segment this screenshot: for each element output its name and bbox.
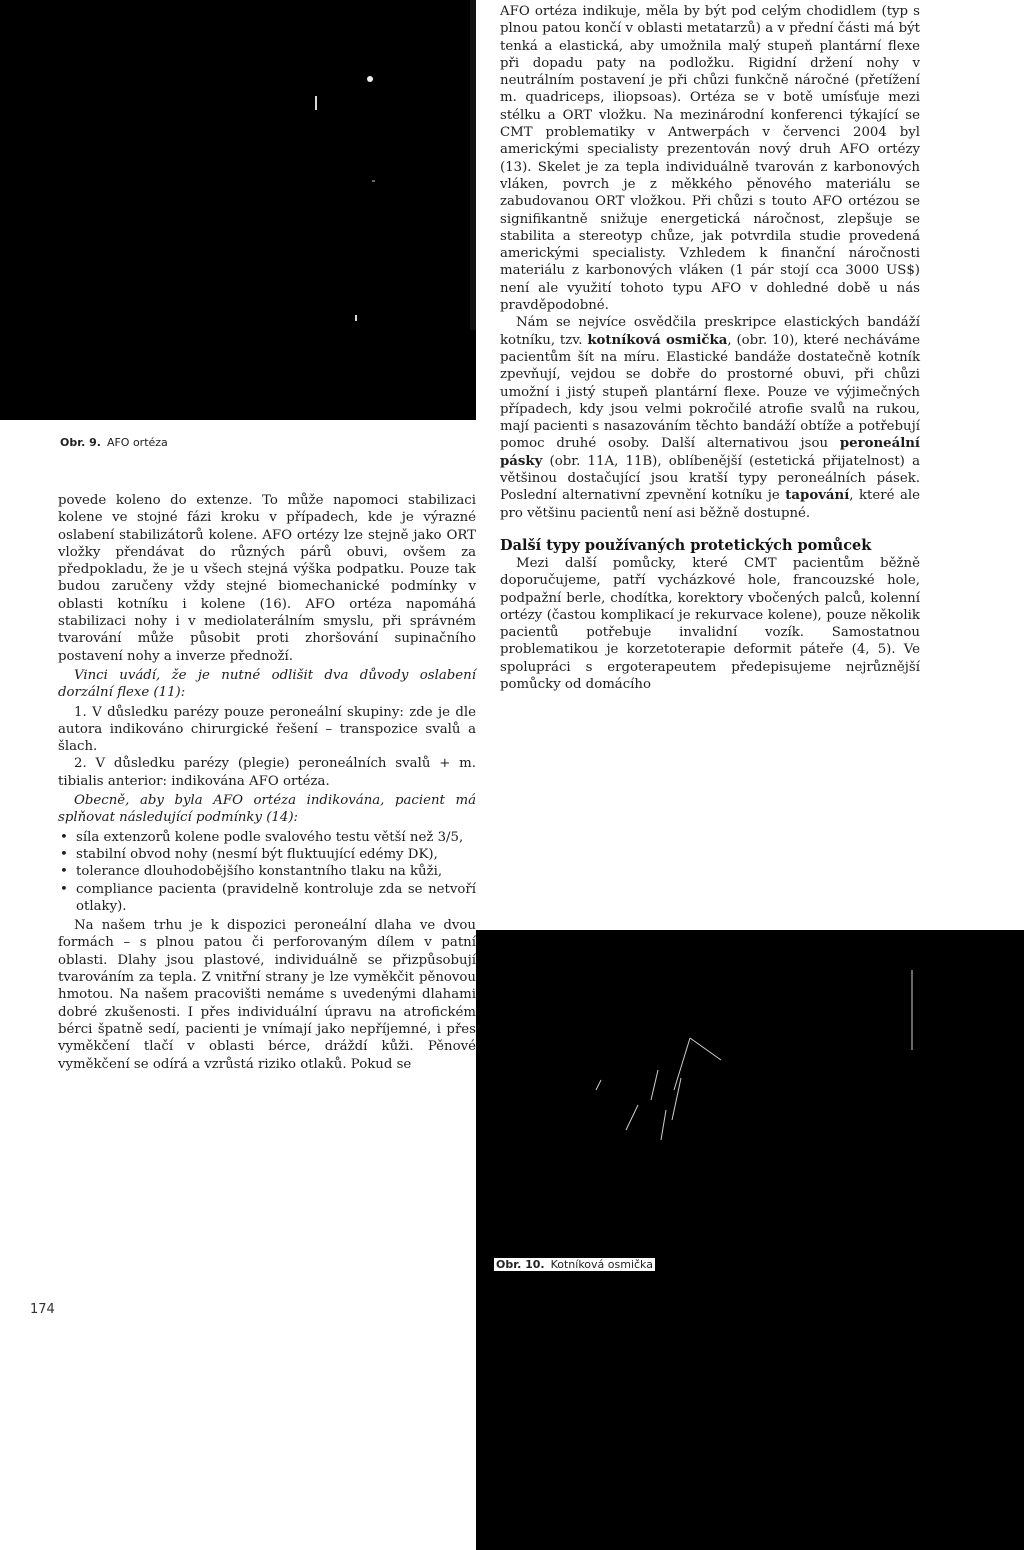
- italic-conditions: Obecně, aby byla AFO ortéza indikována, pacient má splňovat následující podmínky (14):: [58, 793, 476, 826]
- figure-9-label: Obr. 9.: [60, 436, 101, 449]
- left-text-column: [58, 492, 476, 1073]
- list-item: • compliance pacienta (pravidelně kontroluje zda se netvoří otlaky).: [58, 881, 476, 916]
- list-item: • tolerance dlouhodobějšího konstantního tlaku na kůži,: [58, 863, 476, 880]
- list-item: 2. V důsledku parézy (plegie) peroneálních svalů + m. tibialis anterior: indikována AFO ortéza.: [58, 756, 476, 789]
- figure-10-text: Kotníková osmička: [550, 1258, 653, 1271]
- figure-9-text: AFO ortéza: [106, 436, 168, 449]
- section-heading: Další typy používaných protetických pomůcek: [500, 536, 872, 554]
- paragraph: AFO ortéza indikuje, měla by být pod celým chodidlem (typ s plnou patou končí v oblasti metatarzů) a v přední části má být tenká a elastická, aby umožnila malý stupeň plantární flexe při dopadu paty na podložku. Rigidní držení nohy v neutrálním postavení je při chůzi funkčně náročné (přetížení m. quadriceps, iliopsoas). Ortéza se v botě umísťuje mezi stélku a ORT vložku. Na mezinárodní konferenci týkající se CMT problematiky v Antwerpách v červenci 2004 byl americkými specialisty prezentován nový druh AFO ortézy (13). Skelet je za tepla individuálně tvarován z karbonových vláken, povrch je z měkkého pěnového materiálu se zabudovanou ORT vložkou. Při chůzi s touto AFO ortézou se signifikantně snižuje energetická náročnost, zlepšuje se stabilita a stereotyp chůze, jak potvrdila studie provedená americkými specialisty. Vzhledem k finanční náročnosti materiálu z karbonových vláken (1 pár stojí cca 3000 US$) není ale využití tohoto typu AFO v dohledné době u nás pravděpodobné.: [500, 4, 920, 314]
- bandage-sketch-lines: [476, 930, 1024, 1550]
- list-item: • stabilní obvod nohy (nesmí být fluktuující edémy DK),: [58, 846, 476, 863]
- figure-10-caption: [494, 1258, 655, 1271]
- figure-9-caption: [58, 436, 170, 449]
- right-text-column: [500, 3, 920, 693]
- page-number: 174: [30, 1302, 55, 1317]
- bullet-list: [58, 829, 476, 915]
- term-peroneal-tapes: peroneální pásky: [500, 436, 920, 469]
- list-item: • síla extenzorů kolene podle svalového testu větší než 3/5,: [58, 829, 476, 846]
- numbered-list: [58, 704, 476, 790]
- paragraph: Na našem trhu je k dispozici peroneální dlaha ve dvou formách – s plnou patou či perforovaným dílem v patní oblasti. Dlahy jsou plastové, individuálně se přizpůsobují tvarováním za tepla. Z vnitřní strany je lze vyměkčit pěnovou hmotou. Na našem pracovišti nemáme s uvedenými dlahami dobré zkušenosti. I přes individuální úpravu na atrofickém bérci špatně sedí, pacienti je vnímají jako nepříjemné, i přes vyměkčení tlačí v oblasti bérce, dráždí kůži. Pěnové vyměkčení se odírá a vzrůstá riziko otlaků. Pokud se: [58, 918, 476, 1072]
- ankle-bandage-photo: [476, 930, 1024, 1550]
- term-kotnikova-osmicka: kotníková osmička: [587, 332, 728, 348]
- paragraph: povede koleno do extenze. To může napomoci stabilizaci kolene ve stojné fázi kroku v případech, kde je výrazné oslabení stabilizátorů kolene. AFO ortézy lze stejně jako ORT vložky přendávat do různých párů obuvi, ovšem za předpokladu, že je u všech stejná výška podpatku. Pouze tak budou zaručeny vždy stejné biomechanické podmínky v oblasti kotníku i kolene (16). AFO ortéza napomáhá stabilizaci nohy i v mediolaterálním smyslu, při správném tvarování může působit proti zhoršování supinačního postavení nohy a inverze přednoží.: [58, 493, 476, 664]
- italic-intro: Vinci uvádí, že je nutné odlišit dva důvody oslabení dorzální flexe (11):: [58, 667, 476, 701]
- paragraph: Mezi další pomůcky, které CMT pacientům běžně doporučujeme, patří vycházkové hole, francouzské hole, podpažní berle, chodítka, korektory vbočených palců, kolenní ortézy (častou komplikací je rekurvace kolene), pouze několik pacientů potřebuje invalidní vozík. Samostatnou problematikou je korzetoterapie deformit páteře (4, 5). Ve spolupráci s ergoterapeutem předepisujeme nejrůznější pomůcky od domácího: [500, 555, 920, 692]
- afo-orthosis-photo: [0, 0, 476, 420]
- term-taping: tapování: [785, 488, 850, 504]
- paragraph: Nám se nejvíce osvědčila preskripce elastických bandáží kotníku, tzv. kotníková osmička, (obr. 10), které necháváme pacientům šít na míru. Elastické bandáže dostatečně kotník zpevňují, vejdou se dobře do prostorné obuvi, při chůzi umožní i jistý stupeň plantární flexe. Pouze ve výjimečných případech, kdy jsou velmi pokročilé atrofie svalů na rukou, mají pacienti s nasazováním těchto bandáží obtíže a potřebují pomoc druhé osoby. Další alternativou jsou peroneální pásky (obr. 11A, 11B), oblíbenější (estetická přijatelnost) a většinou dostačující jsou kratší typy peroneálních pásek. Poslední alternativní zpevnění kotníku je tapování, které ale pro většinu pacientů není asi běžně dostupné.: [500, 315, 921, 521]
- figure-10-label: Obr. 10.: [496, 1258, 545, 1271]
- list-item: 1. V důsledku parézy pouze peroneální skupiny: zde je dle autora indikováno chirurgické řešení – transpozice svalů a šlach.: [58, 704, 476, 755]
